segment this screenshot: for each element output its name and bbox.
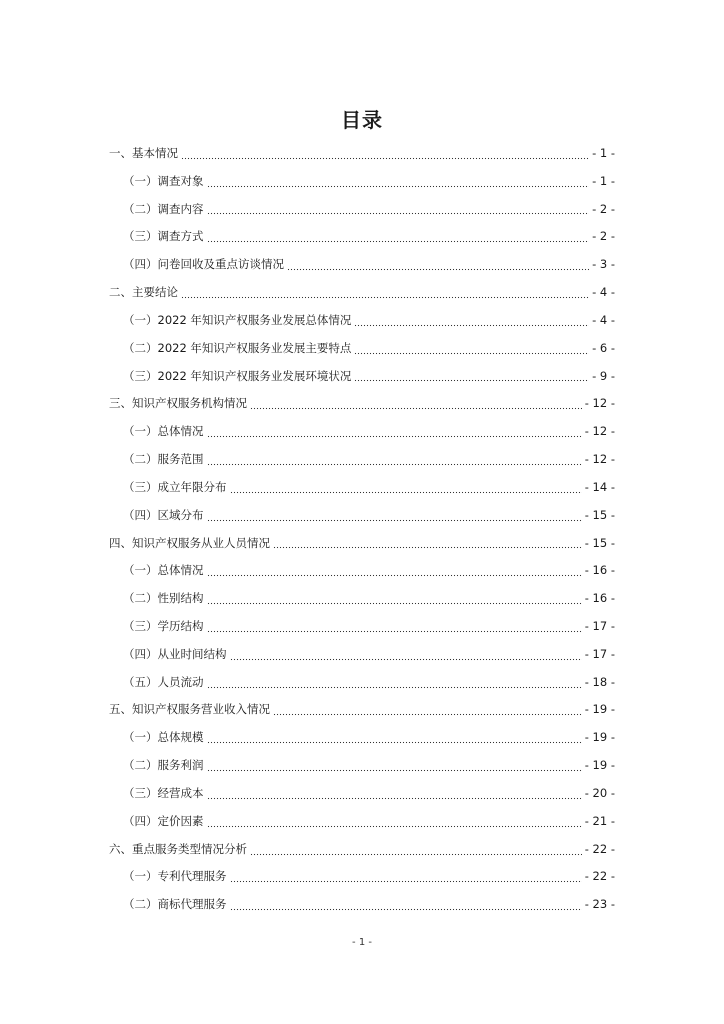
toc-entry-label: （二）服务范围 <box>123 452 204 467</box>
dot-leader <box>230 651 582 661</box>
toc-entry[interactable] <box>0 445 724 473</box>
dot-leader <box>273 706 582 716</box>
toc-entry[interactable] <box>0 417 724 445</box>
toc-entry[interactable] <box>0 890 724 918</box>
toc-entry[interactable] <box>0 306 724 334</box>
toc-entry[interactable] <box>0 835 724 863</box>
dot-leader <box>354 372 589 382</box>
toc-entry-page: - 16 - <box>584 591 615 606</box>
toc-entry-label: （三）经营成本 <box>123 785 204 800</box>
toc-entry-label: （四）区域分布 <box>123 507 204 522</box>
toc-entry-label: （三）成立年限分布 <box>123 479 227 494</box>
toc-entry-label: （一）总体情况 <box>123 424 204 439</box>
toc-entry-label: （三）调查方式 <box>123 229 204 244</box>
toc-entry-page: - 14 - <box>584 479 615 494</box>
dot-leader <box>181 150 589 160</box>
toc-entry-page: - 3 - <box>592 257 615 272</box>
toc-entry[interactable] <box>0 556 724 584</box>
dot-leader <box>207 428 582 438</box>
toc-entry-page: - 12 - <box>584 424 615 439</box>
toc-entry[interactable] <box>0 334 724 362</box>
toc-entry-page: - 2 - <box>592 229 615 244</box>
toc-entry-label: （二）服务利润 <box>123 758 204 773</box>
toc-entry-page: - 15 - <box>584 535 615 550</box>
toc-entry-label: （二）调查内容 <box>123 201 204 216</box>
dot-leader <box>207 512 582 522</box>
toc-entry-page: - 1 - <box>592 173 615 188</box>
dot-leader <box>354 317 589 327</box>
toc-entry[interactable] <box>0 723 724 751</box>
toc-entry[interactable] <box>0 501 724 529</box>
dot-leader <box>354 345 589 355</box>
dot-leader <box>207 595 582 605</box>
toc-entry-label: （二）性别结构 <box>123 591 204 606</box>
dot-leader <box>207 790 582 800</box>
toc-entry[interactable] <box>0 278 724 306</box>
dot-leader <box>181 289 589 299</box>
toc-entry-page: - 19 - <box>584 702 615 717</box>
toc-entry[interactable] <box>0 863 724 891</box>
toc-list <box>0 139 724 918</box>
toc-entry-label: （四）从业时间结构 <box>123 646 227 661</box>
toc-entry-page: - 19 - <box>584 758 615 773</box>
toc-entry-label: （三）学历结构 <box>123 618 204 633</box>
dot-leader <box>230 873 582 883</box>
dot-leader <box>207 456 582 466</box>
toc-entry[interactable] <box>0 250 724 278</box>
toc-entry-page: - 4 - <box>592 312 615 327</box>
toc-entry-label: 六、重点服务类型情况分析 <box>109 841 247 856</box>
toc-entry-label: 二、主要结论 <box>109 285 178 300</box>
toc-entry-label: （一）2022 年知识产权服务业发展总体情况 <box>123 312 352 327</box>
dot-leader <box>207 762 582 772</box>
dot-leader <box>207 818 582 828</box>
dot-leader <box>207 205 590 215</box>
dot-leader <box>287 261 589 271</box>
toc-entry-label: （二）商标代理服务 <box>123 897 227 912</box>
toc-entry-page: - 17 - <box>584 646 615 661</box>
toc-entry-label: （四）问卷回收及重点访谈情况 <box>123 257 284 272</box>
toc-entry[interactable] <box>0 195 724 223</box>
toc-entry-page: - 15 - <box>584 507 615 522</box>
toc-entry-label: （一）总体规模 <box>123 730 204 745</box>
dot-leader <box>207 679 582 689</box>
toc-entry[interactable] <box>0 167 724 195</box>
toc-entry-page: - 12 - <box>584 396 615 411</box>
dot-leader <box>250 400 582 410</box>
dot-leader <box>273 539 582 549</box>
toc-entry[interactable] <box>0 696 724 724</box>
toc-entry-label: 五、知识产权服务营业收入情况 <box>109 702 270 717</box>
toc-entry-page: - 2 - <box>592 201 615 216</box>
toc-entry[interactable] <box>0 807 724 835</box>
toc-entry-page: - 4 - <box>592 285 615 300</box>
toc-entry-page: - 6 - <box>592 340 615 355</box>
toc-entry[interactable] <box>0 529 724 557</box>
toc-entry-page: - 17 - <box>584 618 615 633</box>
dot-leader <box>230 901 582 911</box>
toc-entry-page: - 12 - <box>584 452 615 467</box>
toc-entry-page: - 19 - <box>584 730 615 745</box>
toc-entry-page: - 9 - <box>592 368 615 383</box>
toc-entry[interactable] <box>0 612 724 640</box>
toc-entry-page: - 23 - <box>584 897 615 912</box>
dot-leader <box>250 846 582 856</box>
page-number-footer: - 1 - <box>352 937 372 948</box>
toc-title: 目录 <box>341 108 383 132</box>
toc-entry[interactable] <box>0 362 724 390</box>
toc-entry-label: （一）专利代理服务 <box>123 869 227 884</box>
toc-entry-label: （一）总体情况 <box>123 563 204 578</box>
toc-entry-page: - 21 - <box>584 813 615 828</box>
toc-entry[interactable] <box>0 389 724 417</box>
toc-entry[interactable] <box>0 779 724 807</box>
toc-entry[interactable] <box>0 751 724 779</box>
toc-entry[interactable] <box>0 473 724 501</box>
toc-entry[interactable] <box>0 640 724 668</box>
toc-entry-label: 四、知识产权服务从业人员情况 <box>109 535 270 550</box>
dot-leader <box>207 567 582 577</box>
toc-entry-page: - 16 - <box>584 563 615 578</box>
dot-leader <box>207 178 590 188</box>
toc-entry-label: 一、基本情况 <box>109 145 178 160</box>
toc-entry-label: （二）2022 年知识产权服务业发展主要特点 <box>123 340 352 355</box>
toc-entry-page: - 22 - <box>584 841 615 856</box>
dot-leader <box>230 484 582 494</box>
toc-entry-label: （三）2022 年知识产权服务业发展环境状况 <box>123 368 352 383</box>
toc-entry[interactable] <box>0 668 724 696</box>
dot-leader <box>207 734 582 744</box>
dot-leader <box>207 233 590 243</box>
toc-entry[interactable] <box>0 222 724 250</box>
toc-entry[interactable] <box>0 139 724 167</box>
toc-entry-page: - 1 - <box>592 145 615 160</box>
toc-entry-label: （四）定价因素 <box>123 813 204 828</box>
toc-entry-label: （一）调查对象 <box>123 173 204 188</box>
toc-entry-label: （五）人员流动 <box>123 674 204 689</box>
dot-leader <box>207 623 582 633</box>
toc-entry[interactable] <box>0 584 724 612</box>
toc-entry-page: - 20 - <box>584 785 615 800</box>
toc-entry-page: - 22 - <box>584 869 615 884</box>
toc-entry-label: 三、知识产权服务机构情况 <box>109 396 247 411</box>
toc-entry-page: - 18 - <box>584 674 615 689</box>
